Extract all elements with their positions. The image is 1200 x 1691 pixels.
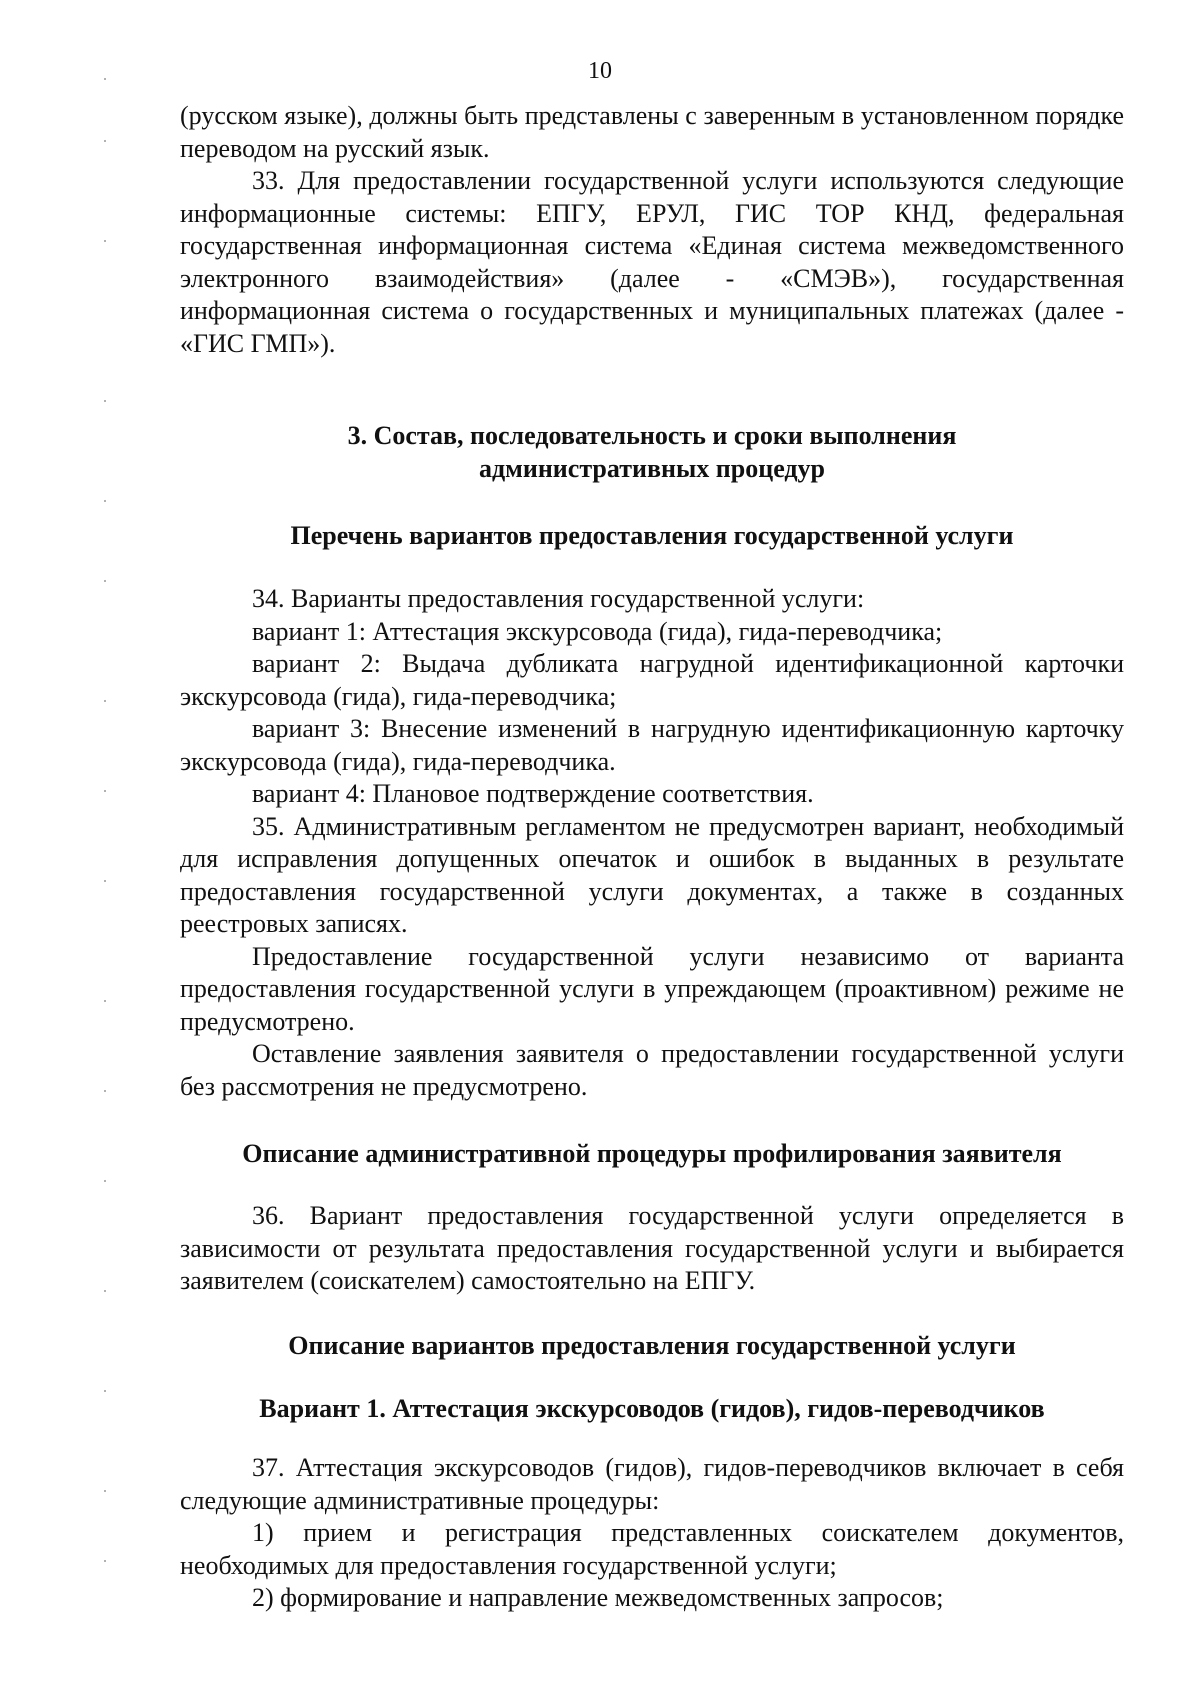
section-3-heading-line1: 3. Состав, последовательность и сроки выполнения — [347, 421, 957, 450]
variant-2-item: вариант 2: Выдача дубликата нагрудной идентификационной карточки экскурсовода (гида), гида-переводчика; — [180, 649, 1124, 711]
section-3-heading — [180, 420, 1124, 485]
paragraph-proactive: Предоставление государственной услуги независимо от варианта предоставления государственной услуги в упреждающем (проактивном) режиме не предусмотрено. — [180, 941, 1124, 1036]
variant-3-item: вариант 3: Внесение изменений в нагрудную идентификационную карточку экскурсовода (гида), гида-переводчика. — [180, 714, 1124, 776]
intro-section — [180, 100, 1124, 360]
paragraph-34: 34. Варианты предоставления государственной услуги: — [252, 584, 865, 613]
profiling-heading: Описание административной процедуры профилирования заявителя — [242, 1139, 1062, 1168]
section-3-heading-line2: административных процедур — [478, 453, 826, 483]
paragraph-36: 36. Вариант предоставления государственной услуги определяется в зависимости от результата предоставления государственной услуги и выбирается заявителем (соискателем) самостоятельно на ЕПГУ. — [180, 1201, 1124, 1295]
variant-4-item: вариант 4: Плановое подтверждение соответствия. — [252, 779, 814, 808]
paragraph-without-review: Оставление заявления заявителя о предоставлении государственной услуги без рассмотрения не предусмотрено. — [180, 1039, 1124, 1101]
paragraph-continuation: (русском языке), должны быть представлены с заверенным в установленном порядке переводом на русский язык. — [180, 101, 1124, 163]
variants-list-section — [180, 583, 1124, 1103]
variant-1-heading: Вариант 1. Аттестация экскурсоводов (гидов), гидов-переводчиков — [259, 1394, 1045, 1423]
variant-1-heading-block — [180, 1393, 1124, 1426]
page-number: 10 — [588, 58, 612, 84]
variants-list-heading-block — [180, 520, 1124, 553]
profiling-section — [180, 1200, 1124, 1298]
paragraph-35: 35. Административным регламентом не предусмотрен вариант, необходимый для исправления допущенных опечаток и ошибок в выданных в результате предоставления государственной услуги документах, а также в созданных реестровых записях. — [180, 811, 1124, 938]
paragraph-37: 37. Аттестация экскурсоводов (гидов), гидов-переводчиков включает в себя следующие административные процедуры: — [180, 1453, 1124, 1515]
profiling-heading-block — [180, 1138, 1124, 1171]
variants-description-heading: Описание вариантов предоставления государственной услуги — [288, 1331, 1016, 1360]
variants-description-heading-block — [180, 1330, 1124, 1363]
procedure-2-item: 2) формирование и направление межведомственных запросов; — [252, 1583, 944, 1612]
variant-1-item: вариант 1: Аттестация экскурсовода (гида), гида-переводчика; — [252, 616, 943, 646]
variant-1-section — [180, 1452, 1124, 1615]
procedure-1-item: 1) прием и регистрация представленных соискателем документов, необходимых для предоставления государственной услуги; — [180, 1518, 1124, 1580]
variants-list-heading: Перечень вариантов предоставления государственной услуги — [290, 521, 1014, 550]
paragraph-33: 33. Для предоставлении государственной услуги используются следующие информационные системы: ЕПГУ, ЕРУЛ, ГИС ТОР КНД, федеральная государственная информационная система «Единая система межведомственного электронного взаимодействия» (далее - «СМЭВ»), государственная информационная система о государственных и муниципальных платежах (далее - «ГИС ГМП»). — [180, 166, 1124, 358]
